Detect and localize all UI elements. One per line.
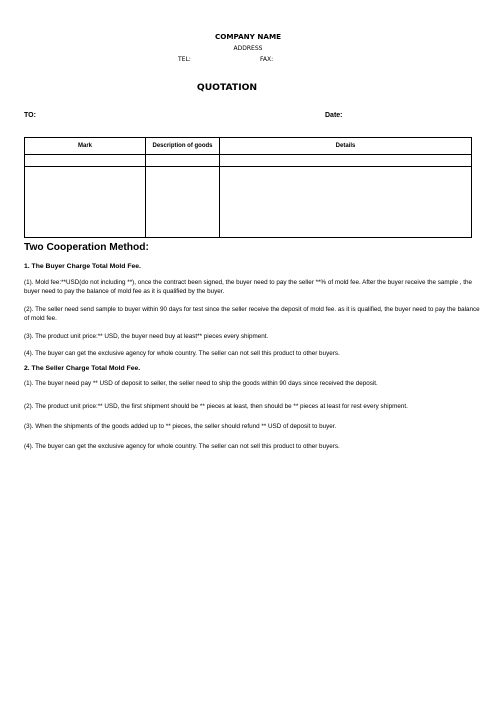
- method2-item-3: (3). When the shipments of the goods added up to ** pieces, the seller should refund ** USD of deposit to buyer.: [24, 423, 337, 430]
- column-header-details: Details: [220, 138, 472, 155]
- goods-table: [24, 137, 472, 238]
- goods-table-header: [25, 138, 472, 155]
- column-header-description: Description of goods: [146, 138, 220, 155]
- method1-item-1: (1). Mold fee:**USD(do not including **), once the contract been signed, the buyer need to pay the seller **% of mold fee. After the buyer receive the sample , the buyer need to pay the balance of mold fee as it is qualified by the buyer.: [24, 279, 473, 295]
- method2-item-4: (4). The buyer can get the exclusive agency for whole country. The seller can not sell this product to other buyers.: [24, 443, 340, 450]
- table-row: [25, 155, 472, 167]
- company-address: ADDRESS: [233, 45, 263, 52]
- method1-title: 1. The Buyer Charge Total Mold Fee.: [24, 263, 141, 270]
- method2-item-1: (1). The buyer need pay ** USD of deposit to seller, the seller need to ship the goods within 90 days since received the deposit.: [24, 380, 378, 387]
- column-header-mark: Mark: [25, 138, 146, 155]
- date-label: Date:: [325, 112, 343, 119]
- table-cell: [220, 167, 472, 238]
- document-title: QUOTATION: [196, 82, 258, 93]
- table-row: [25, 167, 472, 238]
- table-cell: [220, 155, 472, 167]
- method1-item-2: (2). The seller need send sample to buyer within 90 days for test since the seller receive the deposit of mold fee. as it is qualified, the buyer need to pay the balance of mold fee.: [24, 306, 480, 322]
- method2-title: 2. The Seller Charge Total Mold Fee.: [24, 365, 141, 372]
- method1-item-4: (4). The buyer can get the exclusive agency for whole country. The seller can not sell this product to other buyers.: [24, 350, 340, 357]
- table-cell: [146, 167, 220, 238]
- to-label: TO:: [24, 112, 36, 119]
- fax-label: FAX:: [260, 56, 274, 63]
- table-cell: [146, 155, 220, 167]
- method1-item-3: (3). The product unit price:** USD, the buyer need buy at least** pieces every shipment.: [24, 333, 269, 340]
- method2-item-2: (2). The product unit price:** USD, the first shipment should be ** pieces at least, then should be ** pieces at least for rest every shipment.: [24, 403, 408, 410]
- company-name: COMPANY NAME: [214, 32, 282, 41]
- cooperation-title: Two Cooperation Method:: [24, 242, 149, 253]
- table-cell: [25, 167, 146, 238]
- tel-label: TEL:: [178, 56, 191, 63]
- table-cell: [25, 155, 146, 167]
